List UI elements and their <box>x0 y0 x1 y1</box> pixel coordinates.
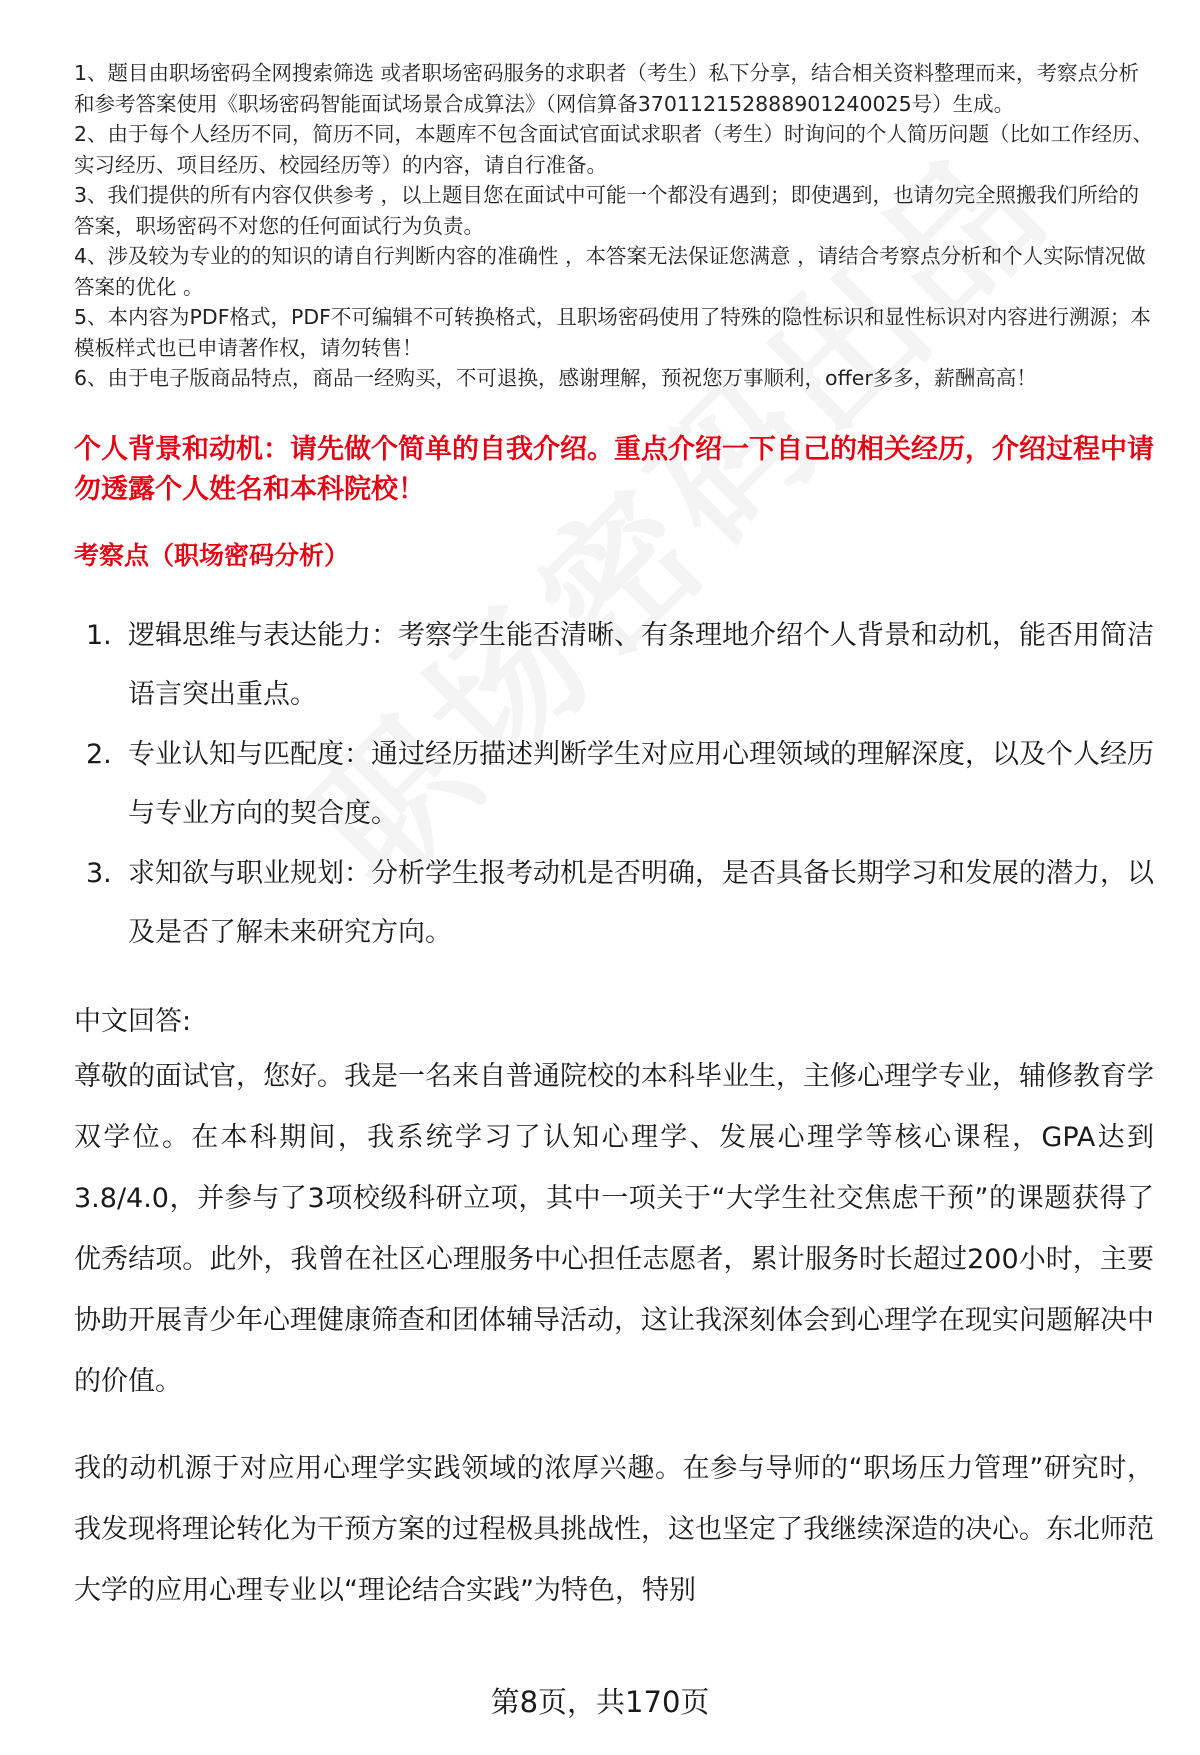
answer-paragraph: 尊敬的面试官，您好。我是一名来自普通院校的本科毕业生，主修心理学专业，辅修教育学双学位。在本科期间，我系统学习了认知心理学、发展心理学等核心课程，GPA达到3.8/4.0，并参与了3项校级科研立项，其中一项关于“大学生社交焦虑干预”的课题获得了优秀结项。此外，我曾在社区心理服务中心担任志愿者，累计服务时长超过200小时，主要协助开展青少年心理健康筛查和团体辅导活动，这让我深刻体会到心理学在现实问题解决中的价值。 <box>74 1060 1154 1397</box>
analysis-points-list <box>74 606 1154 962</box>
analysis-heading: 考察点（职场密码分析） <box>74 540 350 570</box>
list-item <box>74 844 1154 962</box>
list-item <box>74 725 1154 843</box>
list-item <box>74 606 1154 724</box>
list-item-text: 专业认知与匹配度：通过经历描述判断学生对应用心理领域的理解深度，以及个人经历与专业方向的契合度。 <box>128 738 1154 829</box>
disclaimer-item: 1、题目由职场密码全网搜索筛选 或者职场密码服务的求职者（考生）私下分享，结合相关资料整理而来，考察点分析和参考答案使用《职场密码智能面试场景合成算法》（网信算备370112152888901240025号）生成。 <box>74 61 1140 116</box>
list-item-number: 3. <box>86 857 112 889</box>
list-item-number: 2. <box>86 738 112 770</box>
page-number-footer: 第8页，共170页 <box>490 1685 710 1719</box>
answer-paragraph: 我的动机源于对应用心理学实践领域的浓厚兴趣。在参与导师的“职场压力管理”研究时，我发现将理论转化为干预方案的过程极具挑战性，这也坚定了我继续深造的决心。东北师范大学的应用心理专业以“理论结合实践”为特色，特别 <box>74 1452 1154 1606</box>
page-content <box>74 58 1154 1621</box>
disclaimer-item: 6、由于电子版商品特点，商品一经购买，不可退换，感谢理解，预祝您万事顺利，offer多多，薪酬高高！ <box>74 366 1037 390</box>
answer-body <box>74 1046 1154 1621</box>
disclaimer-item: 5、本内容为PDF格式，PDF不可编辑不可转换格式，且职场密码使用了特殊的隐性标识和显性标识对内容进行溯源；本模板样式也已申请著作权，请勿转售！ <box>74 305 1151 360</box>
answer-label: 中文回答: <box>74 1005 192 1037</box>
question-title: 个人背景和动机：请先做个简单的自我介绍。重点介绍一下自己的相关经历，介绍过程中请勿透露个人姓名和本科院校！ <box>74 433 1154 505</box>
list-item-number: 1. <box>86 619 112 651</box>
disclaimer-item: 3、我们提供的所有内容仅供参考 ，以上题目您在面试中可能一个都没有遇到；即使遇到，也请勿完全照搬我们所给的答案，职场密码不对您的任何面试行为负责。 <box>74 183 1140 238</box>
list-item-text: 逻辑思维与表达能力：考察学生能否清晰、有条理地介绍个人背景和动机，能否用简洁语言突出重点。 <box>128 619 1154 710</box>
disclaimer-block <box>74 58 1154 394</box>
disclaimer-item: 2、由于每个人经历不同，简历不同，本题库不包含面试官面试求职者（考生）时询问的个人简历问题（比如工作经历、实习经历、项目经历、校园经历等）的内容，请自行准备。 <box>74 122 1154 177</box>
list-item-text: 求知欲与职业规划：分析学生报考动机是否明确，是否具备长期学习和发展的潜力，以及是否了解未来研究方向。 <box>128 857 1154 948</box>
disclaimer-item: 4、涉及较为专业的的知识的请自行判断内容的准确性 ，本答案无法保证您满意 ，请结合考察点分析和个人实际情况做答案的优化 。 <box>74 244 1146 299</box>
